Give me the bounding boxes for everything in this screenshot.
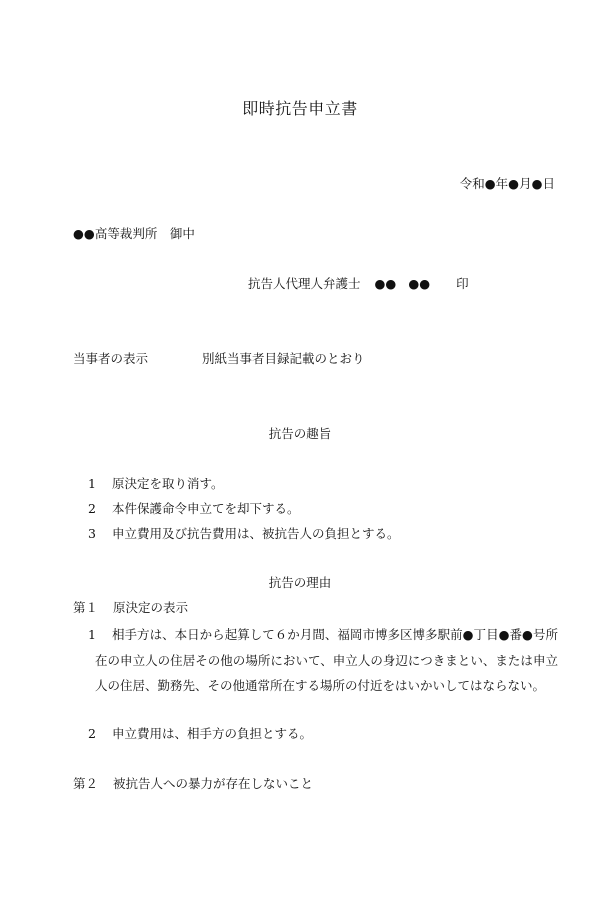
purport-item-number: 2 [88,501,96,516]
parties-value: 別紙当事者目録記載のとおり [202,351,365,366]
purport-item-text: 本件保護命令申立てを却下する。 [112,501,300,516]
addressee-court: ●●高等裁判所 御中 [73,226,195,241]
section-number: 第２ [73,776,99,791]
purport-item [88,478,224,491]
parties-label: 当事者の表示 [73,351,149,366]
purport-item [88,528,400,541]
decision-item-text: 申立費用は、相手方の負担とする。 [112,726,313,741]
decision-item-number: 2 [88,726,96,741]
section-title: 原決定の表示 [113,600,189,615]
purport-heading: 抗告の趣旨 [268,426,332,441]
signer-role: 抗告人代理人弁護士 [248,276,361,291]
reason-section-heading [73,778,313,791]
filing-date: 令和●年●月●日 [459,176,555,191]
reasons-heading: 抗告の理由 [268,575,332,590]
section-title: 被抗告人への暴力が存在しないこと [113,776,314,791]
signer-surname: ●● [374,276,397,291]
purport-item-text: 申立費用及び抗告費用は、被抗告人の負担とする。 [112,526,400,541]
purport-item-number: 1 [88,476,96,491]
original-decision-item [88,622,558,699]
purport-item-text: 原決定を取り消す。 [112,476,224,491]
signer-given-name: ●● [408,276,431,291]
reason-section-heading [73,602,188,615]
purport-item [88,503,300,516]
original-decision-item [88,728,312,741]
purport-item-number: 3 [88,526,96,541]
signer-line [248,278,469,291]
decision-item-text: 相手方は、本日から起算して６か月間、福岡市博多区博多駅前●丁目●番●号所在の申立人の住居その他の場所において、申立人の身辺につきまとい、または申立人の住居、勤務先、その他通常所在する場所の付近をはいかいしてはならない。 [95,627,558,693]
section-number: 第１ [73,600,99,615]
decision-item-number: 1 [88,627,96,642]
document-title: 即時抗告申立書 [242,99,358,118]
seal-mark: 印 [456,276,469,291]
